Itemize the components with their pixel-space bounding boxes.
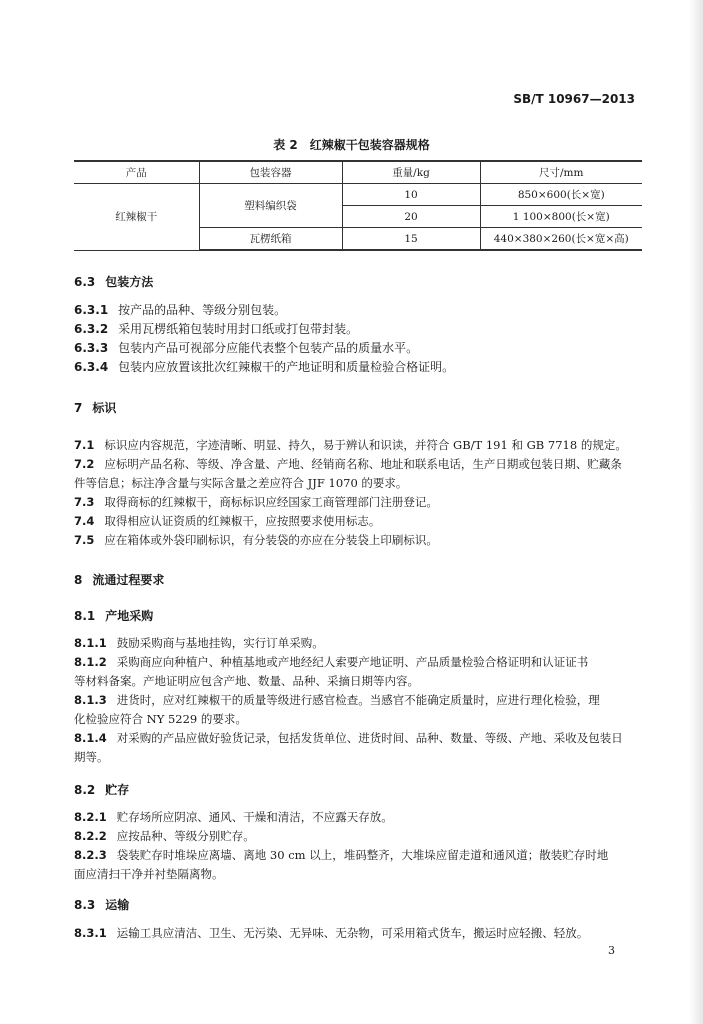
clause: 8.1.4 对采购的产品应做好验货记录，包括发货单位、进货时间、品种、数量、等级、产地、采收及包装日 xyxy=(74,731,623,745)
page-number: 3 xyxy=(608,944,615,957)
packaging-spec-table xyxy=(74,160,642,251)
section-body-6-3 xyxy=(74,301,642,377)
section-body-8-1 xyxy=(74,634,642,767)
col-header-size: 尺寸/mm xyxy=(480,161,642,184)
cell-weight: 20 xyxy=(342,206,480,228)
section-heading-8-3: 8.3 运输 xyxy=(74,898,130,912)
clause: 8.1.1 鼓励采购商与基地挂钩，实行订单采购。 xyxy=(74,636,324,650)
cell-container: 塑料编织袋 xyxy=(199,184,342,228)
clause-continuation: 期等。 xyxy=(74,750,109,764)
table-row xyxy=(74,184,642,206)
clause: 8.3.1 运输工具应清洁、卫生、无污染、无异味、无杂物，可采用箱式货车，搬运时应轻搬、轻放。 xyxy=(74,926,589,940)
clause-continuation: 化检验应符合 NY 5229 的要求。 xyxy=(74,712,247,726)
col-header-weight: 重量/kg xyxy=(342,161,480,184)
col-header-product: 产品 xyxy=(74,161,199,184)
table-label: 表 2 xyxy=(273,138,298,152)
clause: 6.3.2 采用瓦楞纸箱包装时用封口纸或打包带封装。 xyxy=(74,322,359,336)
section-body-8-3 xyxy=(74,924,642,943)
clause: 7.3 取得商标的红辣椒干，商标标识应经国家工商管理部门注册登记。 xyxy=(74,495,438,509)
cell-container: 瓦楞纸箱 xyxy=(199,228,342,251)
clause: 7.4 取得相应认证资质的红辣椒干，应按照要求使用标志。 xyxy=(74,514,381,528)
clause: 7.2 应标明产品名称、等级、净含量、产地、经销商名称、地址和联系电话，生产日期或包装日期、贮藏条 xyxy=(74,457,622,471)
cell-product: 红辣椒干 xyxy=(74,184,199,251)
clause: 7.1 标识应内容规范，字迹清晰、明显、持久，易于辨认和识读，并符合 GB/T 191 和 GB 7718 的规定。 xyxy=(74,438,627,452)
scan-edge-shadow xyxy=(689,0,703,1024)
table-title: 红辣椒干包装容器规格 xyxy=(309,138,430,152)
table-caption xyxy=(0,136,703,153)
clause: 8.2.2 应按品种、等级分别贮存。 xyxy=(74,829,255,843)
table-header-row xyxy=(74,161,642,184)
section-heading-8-2: 8.2 贮存 xyxy=(74,783,130,797)
cell-size: 440×380×260(长×宽×高) xyxy=(480,228,642,251)
clause-continuation: 等材料备案。产地证明应包含产地、数量、品种、采摘日期等内容。 xyxy=(74,674,419,688)
section-body-7 xyxy=(74,436,642,550)
cell-weight: 15 xyxy=(342,228,480,251)
section-heading-8-1: 8.1 产地采购 xyxy=(74,609,154,623)
col-header-container: 包装容器 xyxy=(199,161,342,184)
section-heading-7: 7 标识 xyxy=(74,401,117,415)
clause: 8.2.3 袋装贮存时堆垛应离墙、离地 30 cm 以上，堆码整齐，大堆垛应留走道和通风道；散装贮存时地 xyxy=(74,848,609,862)
clause-continuation: 件等信息；标注净含量与实际含量之差应符合 JJF 1070 的要求。 xyxy=(74,476,408,490)
standard-number: SB/T 10967—2013 xyxy=(513,92,635,106)
clause-continuation: 面应清扫干净并衬垫隔离物。 xyxy=(74,867,224,881)
clause: 6.3.4 包装内应放置该批次红辣椒干的产地证明和质量检验合格证明。 xyxy=(74,360,455,374)
clause: 6.3.1 按产品的品种、等级分别包装。 xyxy=(74,303,287,317)
cell-size: 850×600(长×宽) xyxy=(480,184,642,206)
cell-size: 1 100×800(长×宽) xyxy=(480,206,642,228)
cell-weight: 10 xyxy=(342,184,480,206)
clause: 8.1.3 进货时，应对红辣椒干的质量等级进行感官检查。当感官不能确定质量时，应进行理化检验，理 xyxy=(74,693,600,707)
clause: 6.3.3 包装内产品可视部分应能代表整个包装产品的质量水平。 xyxy=(74,341,419,355)
section-heading-8: 8 流通过程要求 xyxy=(74,573,165,587)
clause: 7.5 应在箱体或外袋印刷标识，有分装袋的亦应在分装袋上印刷标识。 xyxy=(74,533,438,547)
clause: 8.2.1 贮存场所应阴凉、通风、干燥和清洁，不应露天存放。 xyxy=(74,810,393,824)
section-body-8-2 xyxy=(74,808,642,884)
section-heading-6-3: 6.3 包装方法 xyxy=(74,275,154,289)
clause: 8.1.2 采购商应向种植户、种植基地或产地经纪人索要产地证明、产品质量检验合格证明和认证证书 xyxy=(74,655,589,669)
